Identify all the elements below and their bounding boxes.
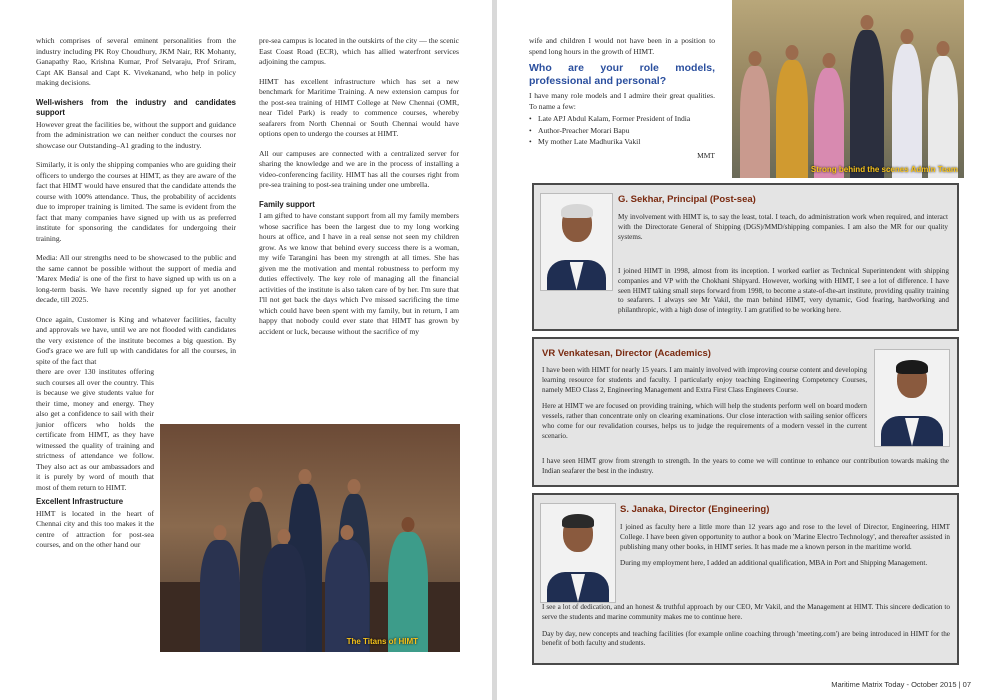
column-2 xyxy=(259,36,459,346)
person xyxy=(892,44,922,178)
paragraph: Once again, Customer is King and whatever facilities, faculty and approvals we have, until we are not flooded with candidates the very existence of the institute becomes a big question. By God's grace we are full up with candidates for all the courses, in spite of the fact that xyxy=(36,314,236,366)
person xyxy=(776,60,808,178)
person xyxy=(814,68,844,178)
list-item: • Author-Preacher Morari Bapu xyxy=(529,126,715,137)
subheading-family: Family support xyxy=(259,199,315,209)
list-item: • Late APJ Abdul Kalam, Former President of India xyxy=(529,114,715,125)
person xyxy=(928,56,958,178)
paragraph: All our campuses are connected with a centralized server for sharing the knowledge and we are in the process of installing a video-conferencing facility. HIMT has all the courses right from pre-sea training to post-sea training under one umbrella. xyxy=(259,148,459,189)
profile-name: VR Venkatesan, Director (Academics) xyxy=(542,348,711,359)
paragraph: I have seen HIMT grow from strength to strength. In the years to come we will continue to enhance our contribution towards making the Indian seafarer the best in the industry. xyxy=(542,457,949,475)
paragraph: Media: All our strengths need to be showcased to the public and the same cannot be possible without the support of media and 'Marex Media' is one of the first to have signed up with us on a long-term basis. We have recently signed up for yet another decade, till 2025. xyxy=(36,253,236,304)
person xyxy=(200,540,240,652)
person xyxy=(388,532,428,652)
paragraph: I joined as faculty here a little more than 12 years ago and rose to the level of Director, Engineering, HIMT College. I have been given opportunity to author a book on 'Marine Electro Technology', and thereafter assisted in publishing many other books, in HIMT series. It has made me a known person in the maritime world. xyxy=(620,523,950,551)
admin-team-photo xyxy=(732,0,964,178)
subheading-infrastructure: Excellent Infrastructure xyxy=(36,497,124,506)
person xyxy=(850,30,884,178)
titans-group-photo xyxy=(160,424,460,652)
profile-text xyxy=(542,603,950,656)
person xyxy=(325,540,369,652)
portrait-janaka xyxy=(540,503,616,603)
photo-caption: The Titans of HIMT xyxy=(346,637,418,646)
profile-name: G. Sekhar, Principal (Post-sea) xyxy=(618,194,756,205)
paragraph: I have many role models and I admire their great qualities. To name a few: xyxy=(529,91,715,111)
paragraph: During my employment here, I added an additional qualification, MBA in Port and Shipping Management. xyxy=(620,559,928,568)
right-page xyxy=(497,0,989,700)
profile-text xyxy=(542,366,867,449)
paragraph: Similarly, it is only the shipping companies who are guiding their officers to undergo the courses at HIMT, as they are aware of the fact that HIMT would have ensured that the candidate attends the course with 100% attendance. Thus, the probability of accidents due to improper training is limited. The same is evident from the fact that many companies have signed up with us as preferred institute for sponsoring the candidates for undergoing their training. xyxy=(36,160,236,243)
left-page xyxy=(0,0,492,700)
profile-text xyxy=(542,457,949,484)
paragraph: which comprises of several eminent personalities from the industry including PK Roy Choudhury, JKM Nair, RK Mohanty, Ganapathy Rao, Krishna Kumar, Prof Selvaraju, Prof Sriram, Capt AK Bansal and Capt K. Vivekanand, who help in policy making decisions. xyxy=(36,36,236,87)
profile-name: S. Janaka, Director (Engineering) xyxy=(620,504,770,515)
column-3 xyxy=(529,36,715,161)
role-models-heading: Who are your role models, professional and personal? xyxy=(529,62,715,87)
profile-text xyxy=(544,267,949,323)
paragraph: pre-sea campus is located in the outskirts of the city — the scenic East Coast Road (ECR), which has allied waterfront services adjoining the campus. xyxy=(259,36,459,66)
paragraph: I see a lot of dedication, and an honest & truthful approach by our CEO, Mr Vakil, and the Management at HIMT. This sincere dedication to serve the students and marine community makes me to continue here. xyxy=(542,603,950,621)
paragraph: I joined HIMT in 1998, almost from its inception. I worked earlier as Technical Superintendent with shipping companies and VP with the Chokhani Shipyard. However, working with HIMT, I see a lot of difference. I have seen HIMT taking small steps forward from 1998, to become a state-of-the-art institute, providing quality training to seafarers. I always see Mr Vakil, the man behind HIMT, very dynamic, God fearing, hardworking and philanthropic, with a high dose of integrity. I am gratified to be working here. xyxy=(618,267,949,315)
page-footer: Maritime Matrix Today - October 2015 | 07 xyxy=(831,680,971,689)
portrait-venkatesan xyxy=(874,349,950,447)
paragraph: Here at HIMT we are focused on providing training, which will help the students perform well on board modern vessels, rather than concentrate only on clearing examinations. Our close interaction with sailing senior officers who come for our revalidation courses, helps us to judge the requirements of a modern vessel in the current scenario. xyxy=(542,402,867,440)
paragraph: However great the facilities be, without the support and guidance from the administration we can neither conduct the courses nor showcase our Outstanding–A1 grading to the industry. xyxy=(36,119,236,150)
paragraph: Day by day, new concepts and teaching facilities (for example online coaching through 'meeting.com') are being introduced in HIMT for the benefit of both faculty and students. xyxy=(542,629,950,648)
subheading-wellwishers: Well-wishers from the industry and candidates support xyxy=(36,97,236,117)
paragraph: there are over 130 institutes offering such courses all over the country. This is because we give students value for their time, money and energy. They also get a confidence to sail with their junior officers who holds the certificate from HIMT, as they have witnessed the quality of training and strictness of attendance we follow. They also act as our ambassadors and it is purely by word of mouth that most of them return to HIMT. xyxy=(36,367,154,492)
paragraph: HIMT has excellent infrastructure which has set a new benchmark for Maritime Training. A new extension campus for the post-sea training of HIMT College at New Chennai (OMR, near Tidel Park) is ready to commence courses, whereby seafarers from North Chennai or South Chennai would have options open to undergo the courses at HIMT. xyxy=(259,76,459,138)
signoff: MMT xyxy=(697,150,715,160)
paragraph: I have been with HIMT for nearly 15 years. I am mainly involved with improving course content and developing learning resource for students and faculty. I particularly enjoy teaching Engineering Competency Courses, namely MEO Class 2, Engineering Management and Extra First Class Engineers Course. xyxy=(542,366,867,394)
photo-caption: Strong behind the scenes Admin Team xyxy=(810,165,958,174)
list-item: • My mother Late Madhurika Vakil xyxy=(529,137,715,148)
paragraph: HIMT is located in the heart of Chennai city and this too makes it the centre of attraction for post-sea courses, and on the other hand our xyxy=(36,508,154,549)
paragraph: wife and children I would not have been in a position to spend long hours in the growth of HIMT. xyxy=(529,36,715,56)
profile-box-janaka xyxy=(532,493,959,665)
profile-text xyxy=(618,213,948,249)
profile-box-venkatesan xyxy=(532,337,959,487)
person xyxy=(740,66,770,178)
person xyxy=(262,544,306,652)
paragraph: I am gifted to have constant support from all my family members whose sacrifice has been the largest due to my long working hours at office, and I have in a real sense not seen my children grow. As we know that behind every success there is a woman, my wife Tarangini has been my strength at all times. She has given me the motivation and mental robustness to perform my duties effectively. The key role of managing all the financial activities of the institute is also taken care of by her. I'm sure that I'll not get back the days which I've missed sacrificing the time which could have been spent with my family, but in return, I am happy that nobody could ever state that HIMT has grown by accident or luck, because without the sacrifice of my xyxy=(259,211,459,336)
profile-box-sekhar xyxy=(532,183,959,331)
profile-text xyxy=(620,523,950,576)
role-models-list xyxy=(529,114,715,148)
paragraph: My involvement with HIMT is, to say the least, total. I teach, do administration work when required, and interact with the Directorate General of Shipping (DGS)/MMD/shipping companies. I am also the MR for our quality systems. xyxy=(618,213,948,241)
